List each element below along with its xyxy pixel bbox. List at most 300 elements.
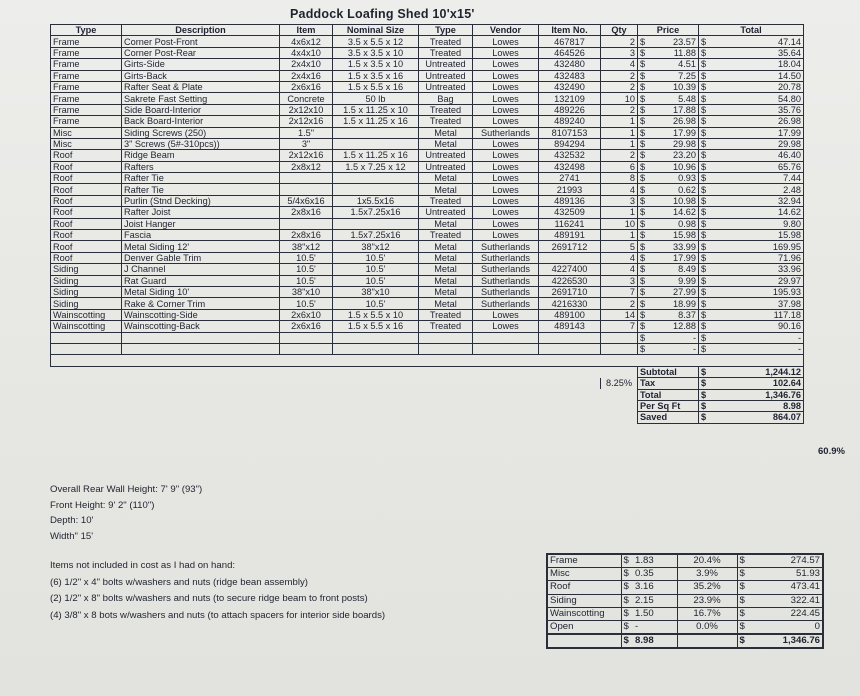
saved-percent: 60.9% <box>818 446 845 457</box>
currency-symbol: $ <box>638 173 649 184</box>
material-type-cell: Untreated <box>419 207 473 218</box>
vendor-cell: Lowes <box>473 138 539 149</box>
qty-cell: 2 <box>601 150 638 161</box>
total-cell: 29.98 <box>710 138 804 149</box>
type-cell: Roof <box>51 184 122 195</box>
item-cell: 2x6x10 <box>280 309 333 320</box>
nominal-size-cell: 1.5x7.25x16 <box>333 207 419 218</box>
table-row <box>51 70 804 81</box>
qty-cell: 10 <box>601 93 638 104</box>
per-sq-ft-cell: 2.15 <box>633 594 677 607</box>
per-sq-ft-row <box>51 400 804 411</box>
table-row <box>51 173 804 184</box>
material-type-cell <box>419 332 473 343</box>
material-type-cell: Untreated <box>419 81 473 92</box>
nominal-size-cell: 10.5' <box>333 298 419 309</box>
nominal-size-cell: 3.5 x 3.5 x 10 <box>333 47 419 58</box>
materials-table <box>50 24 804 424</box>
total-cell: 29.97 <box>710 275 804 286</box>
price-cell: 17.88 <box>649 104 699 115</box>
currency-symbol: $ <box>699 150 710 161</box>
material-type-cell: Treated <box>419 230 473 241</box>
item-cell: 4x6x12 <box>280 36 333 47</box>
item-no-cell: 2691712 <box>539 241 601 252</box>
currency-symbol: $ <box>699 264 710 275</box>
blank-row <box>51 355 804 366</box>
nominal-size-cell: 50 lb <box>333 93 419 104</box>
note-line: (6) 1/2" x 4" bolts w/washers and nuts (ridge bean assembly) <box>50 576 308 588</box>
tax-label: Tax <box>638 378 699 389</box>
currency-symbol: $ <box>699 332 710 343</box>
material-type-cell: Metal <box>419 218 473 229</box>
material-type-cell: Metal <box>419 184 473 195</box>
item-cell: 5/4x6x16 <box>280 195 333 206</box>
price-cell: 33.99 <box>649 241 699 252</box>
currency-symbol: $ <box>699 161 710 172</box>
type-cell: Roof <box>51 252 122 263</box>
currency-symbol: $ <box>699 343 710 354</box>
notes-heading: Items not included in cost as I had on hand: <box>50 560 236 571</box>
material-type-cell: Treated <box>419 36 473 47</box>
total-cell: 37.98 <box>710 298 804 309</box>
type-cell: Frame <box>51 116 122 127</box>
item-cell: 3" <box>280 138 333 149</box>
table-row <box>51 321 804 332</box>
nominal-size-cell: 10.5' <box>333 264 419 275</box>
type-cell <box>51 332 122 343</box>
percent-cell: 23.9% <box>677 594 737 607</box>
item-cell: Concrete <box>280 93 333 104</box>
total-cell: - <box>710 343 804 354</box>
currency-symbol: $ <box>699 241 710 252</box>
nominal-size-cell <box>333 343 419 354</box>
table-row <box>51 184 804 195</box>
currency-symbol: $ <box>638 184 649 195</box>
total-label: Total <box>638 389 699 400</box>
total-cell: 71.96 <box>710 252 804 263</box>
item-no-cell <box>539 332 601 343</box>
percent-cell: 0.0% <box>677 620 737 634</box>
currency-symbol: $ <box>699 309 710 320</box>
description-cell: Rat Guard <box>122 275 280 286</box>
summary-row <box>547 554 823 568</box>
material-type-cell: Treated <box>419 195 473 206</box>
description-cell: 3" Screws (5#-310pcs)) <box>122 138 280 149</box>
table-row <box>51 241 804 252</box>
description-cell: Back Board-Interior <box>122 116 280 127</box>
nominal-size-cell <box>333 173 419 184</box>
type-cell: Siding <box>51 298 122 309</box>
table-row <box>51 161 804 172</box>
item-cell: 2x6x16 <box>280 321 333 332</box>
col-item-no: Item No. <box>539 25 601 36</box>
per-sq-ft-cell: 1.50 <box>633 607 677 620</box>
description-cell: Joist Hanger <box>122 218 280 229</box>
qty-cell: 2 <box>601 81 638 92</box>
item-no-cell: 2691710 <box>539 286 601 297</box>
total-cell: - <box>710 332 804 343</box>
currency-symbol: $ <box>638 81 649 92</box>
currency-symbol: $ <box>699 286 710 297</box>
price-cell: 14.62 <box>649 207 699 218</box>
vendor-cell: Lowes <box>473 150 539 161</box>
price-cell: 23.57 <box>649 36 699 47</box>
currency-symbol: $ <box>638 275 649 286</box>
item-cell: 2x8x16 <box>280 230 333 241</box>
type-cell: Frame <box>51 81 122 92</box>
summary-row <box>547 620 823 634</box>
description-cell: Rafter Seat & Plate <box>122 81 280 92</box>
col-qty: Qty <box>601 25 638 36</box>
category-summary-table <box>546 553 824 649</box>
description-cell: Wainscotting-Side <box>122 309 280 320</box>
currency-symbol: $ <box>638 241 649 252</box>
material-type-cell: Treated <box>419 104 473 115</box>
material-type-cell: Metal <box>419 173 473 184</box>
currency-symbol: $ <box>638 264 649 275</box>
vendor-cell: Sutherlands <box>473 275 539 286</box>
material-type-cell: Untreated <box>419 150 473 161</box>
price-cell: 23.20 <box>649 150 699 161</box>
table-row <box>51 275 804 286</box>
currency-symbol: $ <box>699 127 710 138</box>
price-cell: 9.99 <box>649 275 699 286</box>
vendor-cell: Lowes <box>473 218 539 229</box>
currency-symbol: $ <box>638 138 649 149</box>
price-cell: 15.98 <box>649 230 699 241</box>
currency-symbol: $ <box>638 230 649 241</box>
qty-cell: 3 <box>601 47 638 58</box>
currency-symbol: $ <box>638 286 649 297</box>
price-cell: 10.98 <box>649 195 699 206</box>
total-cell: 15.98 <box>710 230 804 241</box>
per-sq-ft-cell: - <box>633 620 677 634</box>
note-line: (4) 3/8" x 8 bots w/washers and nuts (to attach spacers for interior side boards) <box>50 609 386 621</box>
qty-cell: 1 <box>601 116 638 127</box>
price-cell: 26.98 <box>649 116 699 127</box>
per-sq-ft-value: 8.98 <box>710 400 804 411</box>
item-cell <box>280 173 333 184</box>
saved-value: 864.07 <box>710 412 804 423</box>
material-type-cell: Metal <box>419 298 473 309</box>
currency-symbol: $ <box>638 36 649 47</box>
qty-cell <box>601 343 638 354</box>
col-description: Description <box>122 25 280 36</box>
vendor-cell: Lowes <box>473 47 539 58</box>
saved-label: Saved <box>638 412 699 423</box>
currency-symbol: $ <box>638 59 649 70</box>
total-value: 1,346.76 <box>710 389 804 400</box>
category-cell: Frame <box>547 554 621 568</box>
currency-symbol: $ <box>699 207 710 218</box>
material-type-cell: Treated <box>419 321 473 332</box>
currency-symbol: $ <box>638 321 649 332</box>
total-cell: 2.48 <box>710 184 804 195</box>
amount-cell: 0 <box>751 620 823 634</box>
material-type-cell: Treated <box>419 116 473 127</box>
percent-cell: 20.4% <box>677 554 737 568</box>
currency-symbol: $ <box>737 568 751 581</box>
table-row <box>51 230 804 241</box>
description-cell: Rafter Tie <box>122 173 280 184</box>
price-cell: 12.88 <box>649 321 699 332</box>
type-cell: Frame <box>51 104 122 115</box>
price-cell: - <box>649 332 699 343</box>
nominal-size-cell <box>333 332 419 343</box>
qty-cell: 4 <box>601 59 638 70</box>
nominal-size-cell: 1.5 x 5.5 x 16 <box>333 81 419 92</box>
item-no-cell: 432490 <box>539 81 601 92</box>
description-cell: Rafter Joist <box>122 207 280 218</box>
qty-cell: 14 <box>601 309 638 320</box>
currency-symbol: $ <box>737 581 751 594</box>
item-cell <box>280 184 333 195</box>
qty-cell: 3 <box>601 195 638 206</box>
header-row <box>51 25 804 36</box>
currency-symbol: $ <box>699 47 710 58</box>
material-type-cell: Metal <box>419 252 473 263</box>
currency-symbol: $ <box>699 298 710 309</box>
item-cell: 2x4x10 <box>280 59 333 70</box>
currency-symbol: $ <box>621 568 633 581</box>
amount-cell: 473.41 <box>751 581 823 594</box>
item-cell: 2x12x10 <box>280 104 333 115</box>
material-type-cell: Metal <box>419 138 473 149</box>
description-cell: Siding Screws (250) <box>122 127 280 138</box>
total-cell: 18.04 <box>710 59 804 70</box>
price-cell: 29.98 <box>649 138 699 149</box>
qty-cell: 1 <box>601 127 638 138</box>
item-cell: 10.5' <box>280 264 333 275</box>
summary-total-spacer <box>547 634 621 648</box>
category-cell: Open <box>547 620 621 634</box>
nominal-size-cell <box>333 184 419 195</box>
summary-row <box>547 594 823 607</box>
vendor-cell: Lowes <box>473 184 539 195</box>
qty-cell: 2 <box>601 36 638 47</box>
currency-symbol: $ <box>737 607 751 620</box>
type-cell: Roof <box>51 207 122 218</box>
table-row <box>51 343 804 354</box>
type-cell: Frame <box>51 70 122 81</box>
amount-cell: 224.45 <box>751 607 823 620</box>
description-cell: Ridge Beam <box>122 150 280 161</box>
price-cell: 11.88 <box>649 47 699 58</box>
price-cell: 5.48 <box>649 93 699 104</box>
vendor-cell: Lowes <box>473 207 539 218</box>
type-cell: Misc <box>51 138 122 149</box>
type-cell: Wainscotting <box>51 321 122 332</box>
qty-cell: 6 <box>601 161 638 172</box>
material-type-cell <box>419 343 473 354</box>
summary-row <box>547 581 823 594</box>
material-type-cell: Metal <box>419 286 473 297</box>
currency-symbol: $ <box>638 70 649 81</box>
total-cell: 7.44 <box>710 173 804 184</box>
currency-symbol: $ <box>699 389 710 400</box>
nominal-size-cell: 1.5 x 5.5 x 16 <box>333 321 419 332</box>
item-no-cell: 132109 <box>539 93 601 104</box>
table-row <box>51 332 804 343</box>
currency-symbol: $ <box>699 218 710 229</box>
nominal-size-cell: 10.5' <box>333 252 419 263</box>
total-cell: 33.96 <box>710 264 804 275</box>
price-cell: 10.96 <box>649 161 699 172</box>
currency-symbol: $ <box>638 116 649 127</box>
currency-symbol: $ <box>699 93 710 104</box>
item-no-cell: 116241 <box>539 218 601 229</box>
type-cell: Wainscotting <box>51 309 122 320</box>
summary-total-per-sq-ft: 8.98 <box>633 634 677 648</box>
currency-symbol: $ <box>638 47 649 58</box>
item-cell: 2x12x16 <box>280 150 333 161</box>
item-no-cell: 489226 <box>539 104 601 115</box>
currency-symbol: $ <box>621 581 633 594</box>
material-type-cell: Treated <box>419 309 473 320</box>
table-row <box>51 309 804 320</box>
currency-symbol: $ <box>699 184 710 195</box>
per-sq-ft-cell: 1.83 <box>633 554 677 568</box>
total-cell: 169.95 <box>710 241 804 252</box>
currency-symbol: $ <box>699 378 710 389</box>
total-cell: 90.16 <box>710 321 804 332</box>
qty-cell: 2 <box>601 70 638 81</box>
type-cell: Frame <box>51 93 122 104</box>
table-row <box>51 93 804 104</box>
currency-symbol: $ <box>699 173 710 184</box>
currency-symbol: $ <box>638 207 649 218</box>
vendor-cell: Sutherlands <box>473 286 539 297</box>
currency-symbol: $ <box>737 620 751 634</box>
category-cell: Roof <box>547 581 621 594</box>
description-cell: Wainscotting-Back <box>122 321 280 332</box>
subtotal-label: Subtotal <box>638 366 699 377</box>
currency-symbol: $ <box>699 104 710 115</box>
item-no-cell: 489136 <box>539 195 601 206</box>
description-cell: Purlin (Stnd Decking) <box>122 195 280 206</box>
vendor-cell: Lowes <box>473 70 539 81</box>
col-material-type: Type <box>419 25 473 36</box>
description-cell: Rake & Corner Trim <box>122 298 280 309</box>
nominal-size-cell: 1.5 x 3.5 x 16 <box>333 70 419 81</box>
currency-symbol: $ <box>621 594 633 607</box>
summary-total-amount: 1,346.76 <box>751 634 823 648</box>
subtotal-value: 1,244.12 <box>710 366 804 377</box>
table-row <box>51 104 804 115</box>
currency-symbol: $ <box>638 218 649 229</box>
type-cell: Roof <box>51 218 122 229</box>
total-cell: 117.18 <box>710 309 804 320</box>
currency-symbol: $ <box>638 252 649 263</box>
nominal-size-cell: 1.5 x 11.25 x 16 <box>333 116 419 127</box>
type-cell: Frame <box>51 47 122 58</box>
summary-total-row <box>547 634 823 648</box>
amount-cell: 51.93 <box>751 568 823 581</box>
tax-row <box>51 378 804 389</box>
category-cell: Wainscotting <box>547 607 621 620</box>
price-cell: 4.51 <box>649 59 699 70</box>
currency-symbol: $ <box>638 127 649 138</box>
table-row <box>51 116 804 127</box>
table-row <box>51 298 804 309</box>
nominal-size-cell: 1.5 x 11.25 x 16 <box>333 150 419 161</box>
qty-cell: 1 <box>601 207 638 218</box>
price-cell: 0.62 <box>649 184 699 195</box>
sheet-title: Paddock Loafing Shed 10'x15' <box>290 7 475 21</box>
summary-row <box>547 607 823 620</box>
per-sq-ft-label: Per Sq Ft <box>638 400 699 411</box>
vendor-cell: Sutherlands <box>473 252 539 263</box>
type-cell: Roof <box>51 150 122 161</box>
nominal-size-cell: 38"x12 <box>333 241 419 252</box>
qty-cell: 8 <box>601 173 638 184</box>
width: Width" 15' <box>50 530 94 542</box>
vendor-cell: Lowes <box>473 230 539 241</box>
table-row <box>51 195 804 206</box>
price-cell: 0.93 <box>649 173 699 184</box>
amount-cell: 274.57 <box>751 554 823 568</box>
description-cell: Rafters <box>122 161 280 172</box>
rear-wall-height: Overall Rear Wall Height: 7' 9" (93") <box>50 484 203 495</box>
dimensions-block <box>50 482 202 544</box>
price-cell: 18.99 <box>649 298 699 309</box>
summary-row <box>547 568 823 581</box>
total-cell: 46.40 <box>710 150 804 161</box>
item-no-cell: 432532 <box>539 150 601 161</box>
material-type-cell: Untreated <box>419 59 473 70</box>
currency-symbol: $ <box>621 554 633 568</box>
qty-cell: 2 <box>601 104 638 115</box>
qty-cell: 2 <box>601 298 638 309</box>
item-no-cell: 464526 <box>539 47 601 58</box>
currency-symbol: $ <box>638 309 649 320</box>
percent-cell: 16.7% <box>677 607 737 620</box>
qty-cell <box>601 332 638 343</box>
currency-symbol: $ <box>737 634 751 648</box>
qty-cell: 4 <box>601 252 638 263</box>
price-cell: 7.25 <box>649 70 699 81</box>
type-cell: Frame <box>51 59 122 70</box>
type-cell: Roof <box>51 173 122 184</box>
item-cell <box>280 343 333 354</box>
description-cell: Corner Post-Rear <box>122 47 280 58</box>
description-cell: Sakrete Fast Setting <box>122 93 280 104</box>
currency-symbol: $ <box>737 554 751 568</box>
table-row <box>51 138 804 149</box>
depth: Depth: 10' <box>50 515 94 526</box>
price-cell: 10.39 <box>649 81 699 92</box>
price-cell: - <box>649 343 699 354</box>
item-cell: 2x8x16 <box>280 207 333 218</box>
nominal-size-cell <box>333 218 419 229</box>
subtotal-row <box>51 366 804 377</box>
type-cell: Roof <box>51 161 122 172</box>
nominal-size-cell <box>333 127 419 138</box>
description-cell: Rafter Tie <box>122 184 280 195</box>
currency-symbol: $ <box>621 634 633 648</box>
nominal-size-cell: 1.5 x 5.5 x 10 <box>333 309 419 320</box>
item-cell: 2x8x12 <box>280 161 333 172</box>
item-no-cell: 8107153 <box>539 127 601 138</box>
nominal-size-cell: 1.5 x 7.25 x 12 <box>333 161 419 172</box>
currency-symbol: $ <box>699 138 710 149</box>
category-cell: Siding <box>547 594 621 607</box>
total-cell: 47.14 <box>710 36 804 47</box>
item-cell: 38"x10 <box>280 286 333 297</box>
nominal-size-cell: 3.5 x 5.5 x 12 <box>333 36 419 47</box>
vendor-cell: Lowes <box>473 81 539 92</box>
summary-total-spacer <box>677 634 737 648</box>
